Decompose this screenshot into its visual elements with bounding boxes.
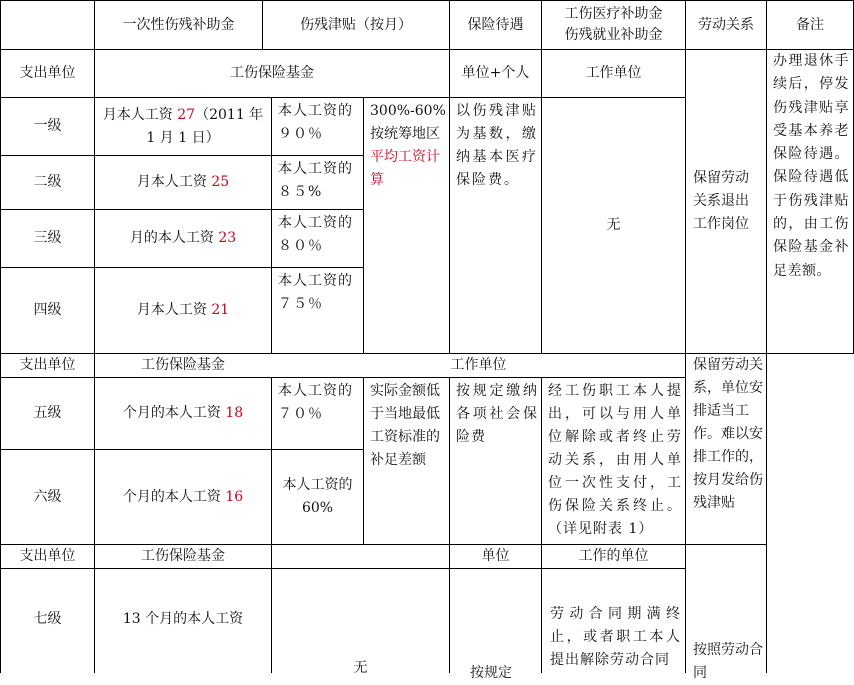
grade-name: 七级 [33, 610, 62, 627]
payer-work-unit-text: 工作单位 [450, 357, 507, 373]
payer-work-unit [542, 545, 685, 568]
insurance-cell [450, 569, 541, 681]
insurance-text: 按规定缴纳各项社会保险费 [456, 383, 538, 445]
grade-label [1, 268, 94, 353]
allowance-cell [272, 98, 363, 155]
allowance-text: 本人工资的９０％ [278, 103, 353, 142]
grade-label [1, 569, 94, 669]
insurance-cell [450, 98, 541, 353]
medical-cell [542, 98, 685, 353]
header-allowance-label: 伤残津贴（按月） [300, 16, 412, 33]
payer-unit-personal [450, 50, 541, 97]
payer-fund [95, 50, 449, 97]
allowance-text: 本人工资的８０％ [278, 215, 353, 254]
payer-fund-text: 工伤保险基金 [141, 357, 225, 373]
header-medical [542, 1, 685, 49]
payer-fund-text: 工伤保险基金 [141, 548, 225, 564]
payer-fund-text: 工伤保险基金 [230, 65, 314, 81]
remark-text: 办理退休手续后，停发伤残津贴享受基本养老保险待遇。保险待遇低于伤残津贴的，由工伤保险基金补足差额。 [773, 53, 849, 279]
medical-text: 经工伤职工本人提出，可以与用人单位解除或者终止劳动关系，由用人单位一次性支付，工伤保险关系终止。（详见附表 1） [548, 383, 682, 537]
allowance-cell [272, 268, 363, 353]
lump-sum-months: 18 [225, 405, 244, 421]
allowance-note [364, 378, 449, 544]
header-labor-label: 劳动关系 [698, 16, 754, 33]
lump-sum-months: 27 [177, 106, 196, 123]
grade-name: 二级 [33, 174, 62, 190]
header-lump-sum [95, 1, 262, 49]
lump-sum-prefix: 月的本人工资 [129, 230, 219, 246]
lump-sum-cell [95, 268, 271, 353]
grade-name: 三级 [33, 230, 62, 246]
lump-sum-cell [95, 378, 271, 449]
lump-sum-cell [95, 210, 271, 267]
header-allowance [263, 1, 449, 49]
medical-cell [542, 378, 685, 544]
grade-label [1, 98, 94, 155]
medical-cell [542, 569, 685, 673]
grade-name: 四级 [33, 302, 62, 318]
payer-unit-personal-text: 单位+个人 [461, 65, 530, 81]
lump-sum-months: 23 [218, 230, 237, 246]
payer-unit [450, 545, 541, 568]
grade-name: 五级 [33, 405, 62, 421]
allowance-note-text: 300%-60%按统筹地区 [370, 103, 446, 142]
lump-sum-cell [95, 156, 271, 209]
lump-sum-text [123, 402, 243, 425]
medical-text: 无 [606, 217, 621, 233]
payer-label-text: 支出单位 [19, 65, 76, 81]
remark-cell [767, 50, 853, 353]
payer-work-unit [542, 50, 685, 97]
labor-cell [686, 50, 766, 353]
payer-work-unit-text: 工作单位 [585, 65, 642, 81]
insurance-text: 按规定 [470, 665, 512, 681]
lump-sum-text [123, 486, 243, 509]
lump-sum-prefix: 个月的本人工资 [122, 488, 226, 505]
lump-sum-cell [95, 450, 271, 544]
lump-sum-text: 13 个月的本人工资 [122, 610, 244, 627]
lump-sum-cell [95, 98, 271, 155]
header-insurance-label: 保险待遇 [467, 16, 524, 33]
labor-cell [686, 569, 766, 681]
grade-label [1, 450, 94, 544]
allowance-note-text: 实际金额低于当地最低工资标准的补足差额 [370, 383, 440, 468]
allowance-cell [272, 156, 363, 209]
lump-sum-prefix: 月本人工资 [102, 106, 178, 123]
payer-work-unit [272, 354, 685, 377]
header-lump-sum-label: 一次性伤残补助金 [122, 16, 235, 33]
header-labor [686, 1, 766, 49]
lump-sum-months: 25 [211, 174, 230, 190]
lump-sum-prefix: 个月的本人工资 [122, 405, 226, 421]
payer-label [1, 354, 94, 377]
header-insurance [450, 1, 541, 49]
allowance-text: 本人工资的７０％ [278, 383, 353, 422]
payer-label [1, 545, 94, 568]
lump-sum-months: 16 [225, 488, 244, 505]
lump-sum-cell [95, 569, 271, 669]
allowance-text: 无 [353, 660, 368, 676]
grade-label [1, 378, 94, 449]
payer-work-unit-text: 工作的单位 [578, 548, 649, 564]
labor-text: 保留劳动关系，单位安排适当工作。难以安排工作的，按月发给伤残津贴 [693, 357, 763, 511]
lump-sum-months: 21 [211, 302, 230, 318]
allowance-text: 本人工资的７５％ [278, 273, 353, 312]
grade-label [1, 210, 94, 267]
grade-label [1, 156, 94, 209]
payer-fund [95, 545, 271, 568]
allowance-cell [272, 569, 449, 676]
header-medical-line1: 工伤医疗补助金 [564, 6, 663, 22]
header-medical-line2: 伤残就业补助金 [564, 27, 663, 43]
labor-text: 按照劳动合同 [693, 642, 763, 681]
grade-name: 六级 [33, 488, 62, 505]
allowance-cell [272, 378, 363, 449]
allowance-note-highlight: 平均工资计算 [370, 149, 440, 188]
allowance-note [364, 98, 449, 353]
labor-cell [686, 354, 766, 544]
allowance-text: 本人工资的 60% [282, 477, 353, 516]
grade-name: 一级 [33, 118, 62, 134]
lump-sum-prefix: 月本人工资 [136, 302, 212, 318]
payer-unit-text: 单位 [481, 548, 510, 564]
lump-sum-text [137, 299, 229, 322]
insurance-text: 以伤残津贴为基数，缴纳基本医疗保险费。 [456, 103, 538, 188]
medical-text: 劳动合同期满终止，或者职工本人提出解除劳动合同 [550, 606, 681, 668]
lump-sum-suffix: （2011 年 1 月 1 日） [146, 106, 264, 146]
allowance-cell [272, 210, 363, 267]
lump-sum-prefix: 月本人工资 [136, 174, 212, 190]
header-remark [767, 1, 853, 49]
insurance-cell [450, 378, 541, 544]
payer-label-text: 支出单位 [19, 548, 76, 564]
payer-fund [95, 354, 271, 377]
allowance-text: 本人工资的８５% [278, 161, 353, 200]
header-remark-label: 备注 [796, 16, 824, 33]
labor-text: 保留劳动关系退出工作岗位 [693, 170, 749, 232]
lump-sum-text [137, 171, 229, 194]
allowance-cell [272, 450, 363, 544]
lump-sum-text [130, 227, 236, 250]
lump-sum-text [101, 104, 265, 150]
payer-label-text: 支出单位 [19, 357, 76, 373]
payer-label [1, 50, 94, 97]
